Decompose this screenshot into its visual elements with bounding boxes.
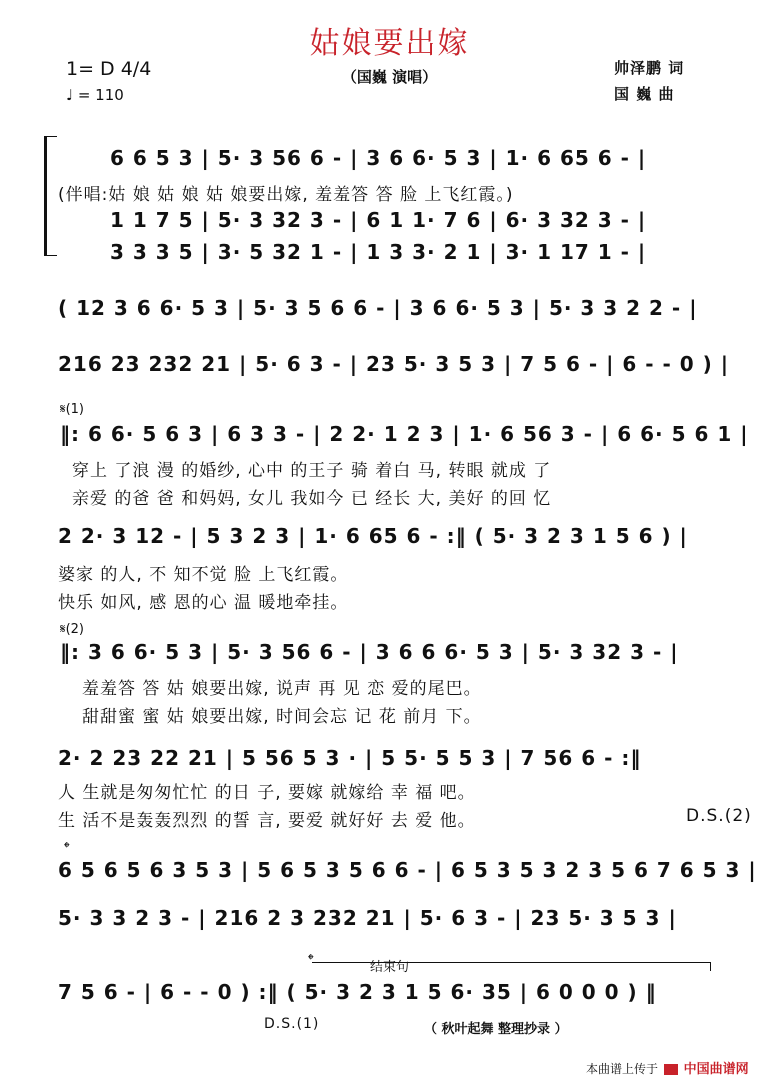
system7-lyrics1: 人 生就是匆匆忙忙 的日 子, 要嫁 就嫁给 幸 福 吧。	[58, 783, 476, 803]
ending-label: 结束句	[370, 960, 410, 975]
system1-melody: 6 6 5 3 | 5· 3 56 6 - | 3 6 6· 5 3 | 1· 6 65 6 - |	[110, 146, 647, 170]
system5-lyrics2: 快乐 如风, 感 恩的心 温 暖地牵挂。	[58, 593, 349, 613]
coda-icon: 𝄌	[308, 950, 314, 969]
system5-melody: 2 2· 3 12 - | 5 3 2 3 | 1· 6 65 6 - :‖ ( 5· 3 2 3 1 5 6 ) |	[58, 524, 688, 548]
system2-melody: ( 12 3 6 6· 5 3 | 5· 3 5 6 6 - | 3 6 6· 5 3 | 5· 3 3 2 2 - |	[58, 296, 698, 320]
ds-2-mark: D.S.(2)	[686, 806, 752, 826]
system1-harmony1: 1 1 7 5 | 5· 3 32 3 - | 6 1 1· 7 6 | 6· 3 32 3 - |	[110, 208, 647, 232]
tempo-marking: ♩ = 110	[66, 86, 124, 104]
coda-icon: 𝄌	[64, 838, 70, 857]
system9-melody: 5· 3 3 2 3 - | 216 2 3 232 21 | 5· 6 3 - | 23 5· 3 5 3 |	[58, 906, 677, 930]
system4-lyrics1: 穿上 了浪 漫 的婚纱, 心中 的王子 骑 着白 马, 转眼 就成 了	[72, 461, 552, 481]
system3-melody: 216 23 232 21 | 5· 6 3 - | 23 5· 3 5 3 | 7 5 6 - | 6 - - 0 ) |	[58, 352, 730, 376]
song-title: 姑娘要出嫁	[309, 26, 470, 61]
singer-credit: （国巍 演唱）	[341, 68, 438, 86]
segno-2: 𝄋(2)	[60, 622, 85, 637]
system1-lyrics: (伴唱:姑 娘 姑 娘 姑 娘要出嫁, 羞羞答 答 脸 上飞红霞。)	[58, 185, 514, 205]
system-brace	[44, 136, 57, 256]
system1-harmony2: 3 3 3 5 | 3· 5 32 1 - | 1 3 3· 2 1 | 3· 1 17 1 - |	[110, 240, 647, 264]
footer	[586, 1058, 749, 1077]
composer: 国 巍 曲	[614, 85, 675, 103]
system6-melody: ‖: 3 6 6· 5 3 | 5· 3 56 6 - | 3 6 6 6· 5 3 | 5· 3 32 3 - |	[60, 640, 679, 664]
transcriber-credit: （ 秋叶起舞 整理抄录 ）	[424, 1022, 568, 1037]
key-signature: 1= D 4/4	[66, 58, 152, 80]
system7-lyrics2: 生 活不是轰轰烈烈 的誓 言, 要爱 就好好 去 爱 他。	[58, 811, 476, 831]
footer-site[interactable]: 中国曲谱网	[683, 1062, 749, 1077]
system10-melody: 7 5 6 - | 6 - - 0 ) :‖ ( 5· 3 2 3 1 5 6· 35 | 6 0 0 0 ) ‖	[58, 980, 657, 1004]
footer-uploaded: 本曲谱上传于	[586, 1062, 659, 1076]
system5-lyrics1: 婆家 的人, 不 知不觉 脸 上飞红霞。	[58, 565, 349, 585]
system8-melody: 6 5 6 5 6 3 5 3 | 5 6 5 3 5 6 6 - | 6 5 3 5 3 2 3 5 6 7 6 5 3 |	[58, 858, 757, 882]
segno-1: 𝄋(1)	[60, 402, 85, 417]
ds-1-mark: D.S.(1)	[264, 1016, 320, 1032]
system4-lyrics2: 亲爱 的爸 爸 和妈妈, 女儿 我如今 已 经长 大, 美好 的回 忆	[72, 489, 552, 509]
system4-melody: ‖: 6 6· 5 6 3 | 6 3 3 - | 2 2· 1 2 3 | 1· 6 56 3 - | 6 6· 5 6 1 |	[60, 422, 749, 446]
lyricist: 帅泽鹏 词	[614, 59, 685, 77]
site-logo-icon	[664, 1064, 678, 1075]
system6-lyrics1: 羞羞答 答 姑 娘要出嫁, 说声 再 见 恋 爱的尾巴。	[82, 679, 482, 699]
credits	[614, 55, 684, 107]
system7-melody: 2· 2 23 22 21 | 5 56 5 3 · | 5 5· 5 5 3 | 7 56 6 - :‖	[58, 746, 642, 770]
system6-lyrics2: 甜甜蜜 蜜 姑 娘要出嫁, 时间会忘 记 花 前月 下。	[82, 707, 482, 727]
